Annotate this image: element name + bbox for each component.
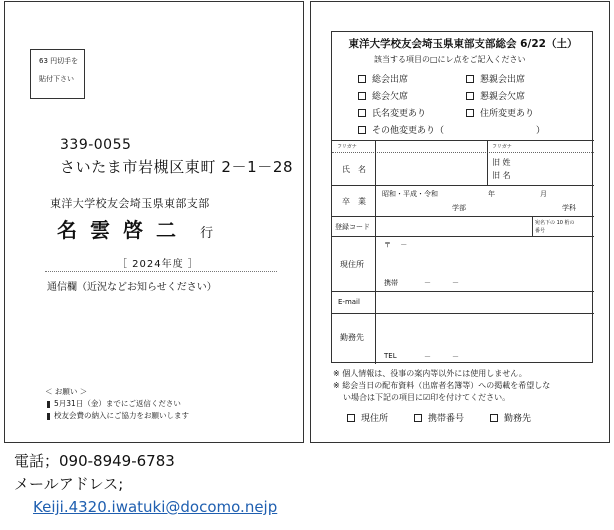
bullet-icon: [47, 401, 50, 408]
checkbox-social-attend[interactable]: [466, 72, 525, 85]
year-unit: 年: [488, 190, 495, 198]
postal-mark[interactable]: 〒 －: [384, 241, 408, 249]
faculty-unit: 学部: [452, 204, 466, 212]
checkbox-label: 氏名変更あり: [372, 109, 427, 119]
checkbox-general-meeting-attend[interactable]: [358, 72, 408, 85]
footnotes: [333, 368, 550, 404]
checkbox-other-change[interactable]: [358, 123, 545, 136]
choice-label: 勤務先: [504, 414, 532, 424]
checkbox-icon: [358, 126, 366, 134]
old-given-name-label: 旧 名: [492, 171, 511, 180]
notice-item: [45, 410, 189, 422]
notice-item-text: 校友会費の納入にご協力をお願いします: [54, 411, 189, 420]
checkbox-icon: [466, 109, 474, 117]
graduation-label: 卒 業: [342, 197, 366, 206]
department-unit: 学科: [562, 204, 576, 212]
listing-choices: [347, 411, 557, 424]
checkbox-icon: [358, 92, 366, 100]
choice-workplace[interactable]: [490, 411, 531, 424]
old-furigana-label: フリガナ: [492, 144, 512, 150]
choice-label: 携帯番号: [428, 414, 465, 424]
registration-code-label: 登録コード: [335, 223, 370, 231]
checkbox-icon: [490, 414, 498, 422]
organization-name: 東洋大学校友会埼玉県東部支部: [50, 197, 210, 210]
stamp-text-line2: 貼付下さい: [39, 75, 74, 83]
old-surname-label: 旧 姓: [492, 158, 511, 167]
mobile-label: 携帯: [384, 279, 398, 287]
stamp-text-line1: 63 円切手を: [39, 57, 79, 65]
recipient-row: [57, 214, 213, 243]
choice-address[interactable]: [347, 411, 388, 424]
checkbox-label: 総会出席: [372, 75, 409, 85]
form-instruction: 該当する項目の□にレ点をご記入ください: [374, 55, 526, 64]
communication-label: 通信欄（近況などお知らせください）: [47, 282, 217, 293]
postcard-address-side: [4, 1, 304, 443]
choice-mobile[interactable]: [414, 411, 464, 424]
email-field[interactable]: [382, 296, 587, 309]
footnote-listing-1: ※ 総会当日の配布資料（出席者名簿等）への掲載を希望しな: [333, 381, 551, 390]
tel-label: TEL: [384, 352, 397, 360]
bullet-icon: [47, 413, 50, 420]
checkbox-icon: [466, 92, 474, 100]
email-label: E-mail: [338, 298, 360, 306]
postcard-reply-side: [310, 1, 610, 443]
choice-label: 現住所: [361, 414, 389, 424]
registration-code-field[interactable]: [382, 220, 527, 233]
checkbox-name-change[interactable]: [358, 106, 426, 119]
furigana-label: フリガナ: [337, 144, 357, 150]
workplace-field[interactable]: [382, 318, 587, 344]
checkbox-icon: [358, 75, 366, 83]
postal-code: 339-0055: [60, 137, 132, 153]
checkbox-icon: [466, 75, 474, 83]
notice-block: [45, 386, 189, 422]
address-label: 現住所: [340, 260, 364, 269]
checkbox-label-close: ）: [536, 126, 546, 136]
email-label: メールアドレス;: [14, 475, 124, 493]
checkbox-label: その他変更あり（: [372, 126, 445, 136]
checkbox-social-absent[interactable]: [466, 89, 525, 102]
notice-heading: ＜ お願い ＞: [45, 387, 88, 396]
reply-form: [331, 31, 593, 363]
checkbox-icon: [414, 414, 422, 422]
divider: [45, 271, 277, 272]
checkbox-general-meeting-absent[interactable]: [358, 89, 408, 102]
phone-number: 電話；090-8949-6783: [14, 452, 175, 470]
checkbox-label: 懇親会欠席: [480, 92, 526, 102]
checkbox-label: 総会欠席: [372, 92, 409, 102]
checkbox-label: 懇親会出席: [480, 75, 526, 85]
name-field[interactable]: [382, 162, 482, 176]
footnote-privacy: ※ 個人情報は、役事の案内等以外には使用しません。: [333, 369, 527, 378]
recipient-name: 名雲啓二: [57, 218, 189, 242]
checkbox-icon: [358, 109, 366, 117]
footnote-listing-2: い場合は下記の項目に☑印を付けてください。: [343, 393, 511, 402]
email-link[interactable]: Keiji.4320.iwatuki@docomo.nejp: [33, 498, 278, 516]
notice-item: [45, 398, 189, 410]
form-title: 東洋大学校友会埼玉県東部支部総会 6/22（土）: [348, 38, 578, 50]
tel-field[interactable]: － －: [424, 353, 459, 361]
registration-note-2: 番号: [535, 228, 546, 234]
notice-item-text: 5月31日（金）までにご返信ください: [54, 399, 181, 408]
stamp-box: [30, 49, 85, 99]
mobile-field[interactable]: － －: [424, 279, 459, 287]
era-options[interactable]: 昭和・平成・令和: [382, 190, 438, 198]
workplace-label: 勤務先: [340, 333, 364, 342]
fiscal-year: ［ 2024年度 ］: [117, 259, 199, 270]
month-unit: 月: [540, 190, 547, 198]
contact-info: [14, 450, 277, 519]
checkbox-label: 住所変更あり: [480, 109, 535, 119]
recipient-address: さいたま市岩槻区東町 2－1－28: [60, 158, 294, 176]
registration-note-1: 宛名下の 10 桁の: [535, 220, 575, 226]
name-label: 氏 名: [342, 165, 366, 174]
honorific: 行: [200, 226, 214, 241]
checkbox-icon: [347, 414, 355, 422]
checkbox-address-change[interactable]: [466, 106, 534, 119]
